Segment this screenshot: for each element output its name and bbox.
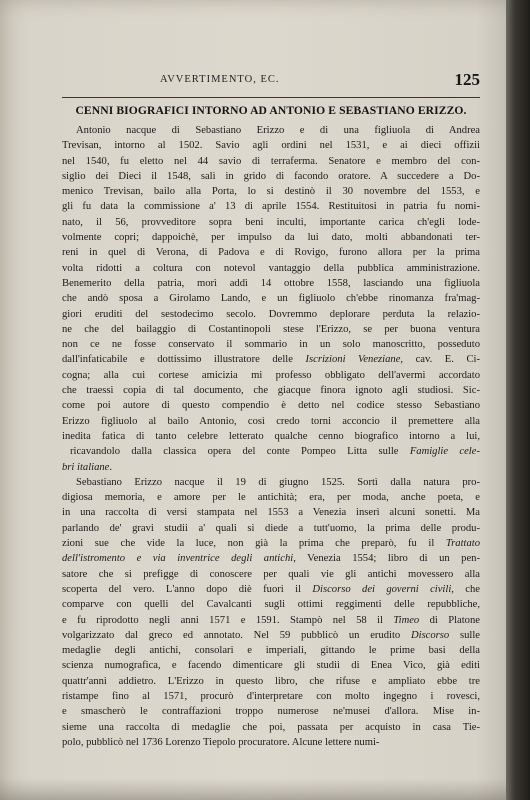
line-text: zioni sue che vide la luce, non già la prima che preparò, fu il xyxy=(62,538,446,550)
italic-title: Trattato xyxy=(445,538,480,550)
section-heading: CENNI BIOGRAFICI INTORNO AD ANTONIO E SEBASTIANO ERIZZO. xyxy=(75,104,467,117)
text-line xyxy=(62,658,480,673)
text-line xyxy=(62,138,480,153)
line-text: e smascherò le contraffazioni troppo numerose ne'musei d'allora. Mise in- xyxy=(62,706,480,718)
line-text: Trevisan, intorno al 1502. Savio agli ordini nel 1531, e ai dieci offizii xyxy=(62,140,480,152)
text-line xyxy=(62,720,480,735)
text-line xyxy=(62,505,480,520)
line-text: polo, pubblicò nel 1736 Lorenzo Tiepolo procuratore. Alcune lettere numi- xyxy=(62,736,380,748)
text-line xyxy=(62,261,480,276)
line-text: sieme una raccolta di medaglie che poi, passata per acquisto in casa Tie- xyxy=(62,721,480,733)
line-text: non ce ne fosse conservato il sommario in un solo manoscritto, posseduto xyxy=(62,339,480,351)
italic-title: Famiglie cele- xyxy=(409,446,480,458)
text-line xyxy=(62,689,480,704)
line-text: ricavandolo dalla classica opera del conte Pompeo Litta sulle xyxy=(70,446,410,458)
line-text: scoperta del vero. L'anno dopo diè fuori il xyxy=(62,583,313,595)
text-line xyxy=(62,383,480,398)
italic-title: bri italiane xyxy=(62,461,110,473)
line-text: ristampe fino al 1571, procurò d'interpretare con molto ingegno i rovesci, xyxy=(62,690,480,702)
text-line xyxy=(62,704,480,719)
text-line xyxy=(62,597,480,612)
text-line xyxy=(62,307,480,322)
page-number: 125 xyxy=(454,70,480,89)
text-line xyxy=(62,735,480,750)
line-text: siglio dei Dieci il 1548, salì in grido di facondo oratore. A succedere a Do- xyxy=(62,170,480,182)
heading-rule xyxy=(62,97,480,98)
text-line xyxy=(62,169,480,184)
text-line xyxy=(62,628,480,643)
line-text: dall'infaticabile e dottissimo illustratore delle xyxy=(62,354,306,366)
italic-title: Discorso dei governi civili xyxy=(312,583,452,595)
line-text: Sebastiano Erizzo nacque il 19 di giugno 1525. Sortì dalla natura pro- xyxy=(76,476,480,488)
text-line xyxy=(62,322,480,337)
line-text: scienza numografica, e facendo dimenticare gli studii di Enea Vico, già editi xyxy=(62,660,480,672)
line-text: , che xyxy=(451,583,480,595)
text-line xyxy=(62,352,480,367)
running-head xyxy=(60,72,480,94)
italic-title: Discorso xyxy=(410,629,450,641)
line-text: satore che si prefigge di conoscere per quali vie gli antichi movessero alla xyxy=(62,568,480,580)
line-text: , Venezia 1554; libro di un pen- xyxy=(293,553,481,565)
text-line xyxy=(62,567,480,582)
text-line xyxy=(62,291,480,306)
line-text: cogna; alla cui cortese amicizia mi professo obbligato dell'avermi accordato xyxy=(62,369,480,381)
italic-title: dell'istromento e via inventrice degli antichi xyxy=(62,553,294,565)
text-line xyxy=(62,536,480,551)
line-text: quattr'anni addietro. L'Erizzo in questo libro, che rifuse e ampliato ebbe tre xyxy=(62,675,480,687)
line-text: Benemerito della patria, morì addì 14 ottobre 1558, lasciando una figliuola xyxy=(62,277,480,289)
line-text: volta ridotti a coltura con notevol vantaggio della pubblica amministrazione. xyxy=(62,262,480,274)
running-head-title: AVVERTIMENTO, EC. xyxy=(160,74,280,85)
line-text: medaglie degli antichi, consolari e imperiali, gittando le prime basi della xyxy=(62,645,480,657)
line-text: inedita fatica di tanto celebre letterato qualche cenno biografico intorno a lui, xyxy=(62,430,480,442)
text-line xyxy=(62,613,480,628)
line-text: in una raccolta di versi stampata nel 1553 a Venezia inserì alcuni sonetti. Ma xyxy=(62,507,480,519)
italic-title: Iscrizioni Veneziane xyxy=(305,354,401,366)
line-text: Antonio nacque di Sebastiano Erizzo e di una figliuola di Andrea xyxy=(76,125,480,136)
book-binding-edge xyxy=(506,0,530,800)
text-line xyxy=(62,368,480,383)
line-text: , cav. E. Ci- xyxy=(400,354,480,366)
line-text: parlando de' gravi studii a' quali si diede a tutt'uomo, la prima delle produ- xyxy=(62,522,480,534)
text-line xyxy=(62,429,480,444)
line-text: sulle xyxy=(449,629,480,641)
line-text: volmente copri; dappoichè, per impulso da lui dato, molti abbandonati ter- xyxy=(62,232,480,244)
text-line xyxy=(62,551,480,566)
line-text: . xyxy=(109,461,113,473)
text-line xyxy=(62,475,480,490)
line-text: nato, il 56, provveditore sopra beni inculti, importante carica ch'egli lode- xyxy=(62,216,480,228)
line-text: nel 1540, fu eletto nel 44 savio di terraferma. Senatore e membro del con- xyxy=(62,155,480,167)
text-line xyxy=(62,521,480,536)
text-line xyxy=(62,337,480,352)
text-line xyxy=(62,123,480,138)
text-line xyxy=(62,398,480,413)
line-text: come poi autore di questo compendio è detto nel codice stesso Sebastiano xyxy=(62,400,480,412)
text-line xyxy=(62,230,480,245)
line-text: giori eruditi del sestodecimo secolo. Dovremmo deplorare perduta la relazio- xyxy=(62,308,480,320)
text-line xyxy=(62,414,480,429)
text-line xyxy=(62,674,480,689)
italic-title: Timeo xyxy=(393,614,420,626)
page-bottom-shadow xyxy=(0,778,506,800)
line-text: che andò sposa a Girolamo Lando, e un figliuolo ch'ebbe rinomanza fra'mag- xyxy=(62,293,480,305)
text-line xyxy=(62,215,480,230)
line-text: che traessi copia di tal documento, che giacque finora ignoto agli studiosi. Sic- xyxy=(62,385,480,397)
line-text: digiosa memoria, e amore per le antichità; era, per moda, anche poeta, e xyxy=(62,492,480,504)
text-line xyxy=(62,184,480,199)
line-text: reni in quel di Verona, di Padova e di Rovigo, furono allora per la prima xyxy=(62,247,480,259)
body-text xyxy=(62,123,480,750)
line-text: menico Trevisan, bailo alla Porta, lo si destinò il 30 novembre del 1553, e xyxy=(62,186,480,198)
text-line xyxy=(62,444,480,459)
line-text: ne che del bailaggio di Costantinopoli stese l'Erizzo, se per buona ventura xyxy=(62,323,480,335)
text-line xyxy=(62,582,480,597)
text-line xyxy=(62,490,480,505)
line-text: comparve con quelli del Cavalcanti sugli ottimi reggimenti delle repubbliche, xyxy=(62,599,480,611)
text-line xyxy=(62,276,480,291)
line-text: volgarizzato dal greco ed annotato. Nel 59 pubblicò un erudito xyxy=(62,629,411,641)
line-text: gli fu data la commissione a' 13 di aprile 1554. Restituitosi in patria fu nomi- xyxy=(62,201,480,213)
text-line xyxy=(62,199,480,214)
text-line xyxy=(62,245,480,260)
text-line xyxy=(62,154,480,169)
text-line xyxy=(62,643,480,658)
line-text: e fu riprodotto negli anni 1571 e 1591. Stampò nel 58 il xyxy=(62,614,394,626)
text-line xyxy=(62,460,480,475)
line-text: Erizzo figliuolo al bailo Antonio, così credo torni acconcio il premettere alla xyxy=(62,415,480,427)
line-text: di Platone xyxy=(419,614,480,626)
